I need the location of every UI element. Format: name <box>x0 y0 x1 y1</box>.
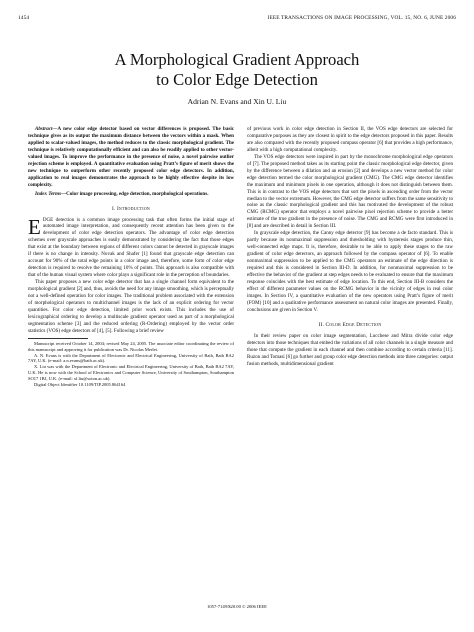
intro-paragraph-2: This paper proposes a new color edge detector that has a single channel form equivalent to the morphological gradient [2] and, thus, avoids the need for any image smoothing, which is perceptually not a well-defined operation for color images. The traditional problem associated with the extension of morphological operators to multichannel images is the lack of an explicit ordering for vector quantities. For color edge detection, limited prior work exists. This includes the use of lexicographical ordering to develop a multiscale gradient operator used as part of a morphological segmentation scheme [3] and the reduced ordering (R-Ordering) employed by the vector order statistics (VOS) edge detectors of [4], [5]. Following a brief review <box>28 279 234 334</box>
section-name: Introduction <box>116 205 151 212</box>
section-heading-introduction <box>28 205 234 213</box>
copyright-code: 1057-7149/$20.00 © 2006 IEEE <box>207 604 267 609</box>
page-number: 1454 <box>18 15 30 21</box>
running-head <box>18 14 456 23</box>
journal-reference: IEEE TRANSACTIONS ON IMAGE PROCESSING, VOL. 15, NO. 6, JUNE 2006 <box>267 15 456 21</box>
index-terms <box>28 191 234 198</box>
section-numeral: II. <box>318 321 326 328</box>
section-heading-color-edge-detection <box>247 321 453 329</box>
right-paragraph-1: of previous work in color edge detection in Section II, the VOS edge detectors are selected for comparative purposes as they are closest in spirit to the edge detectors proposed in this paper. Results are also compared with the recently proposed compass operator [6] that provides a high performance, albeit with a high computational complexity. <box>247 126 453 153</box>
drop-cap: E <box>28 214 41 239</box>
intro-paragraph-1-text: DGE detection is a common image processing task that often forms the initial stage of automated image interpretation, and consequently recent attention has been given to the development of color edge detection operators. The advantage of color edge detection schemes over grayscale approaches is easily demonstrated by considering the fact that those edges that exist at the boundary between regions of different colors cannot be detected in grayscale images if there is no change in intensity. Novak and Shafer [1] found that grayscale edge detection can account for 90% of the total edge points in a color image and, therefore, some form of color edge detection is required to resolve the remaining 10% of points. This approach is also compatible with that of the human visual system where color plays a significant role in the perception of boundaries. <box>28 216 234 279</box>
index-terms-text: Color image processing, edge detection, morphological operations. <box>66 190 209 197</box>
footnote-manuscript: Manuscript received October 14, 2004; revised May 24, 2005. The associate editor coordinating the review of this manuscript and approving it for publication was Dr. Nicolas Merlet. <box>28 340 234 352</box>
section-numeral: I. <box>111 205 117 212</box>
footnote-author-liu: X. Liu was with the Department of Electronic and Electrical Engineering, University of Bath, Bath BA2 7AY, U.K. He is now with the School of Electronics and Computer Science, University of Southampton, Southampton SO17 1BJ, U.K. (e-mail: xl.liu@soton.ac.uk). <box>28 364 234 382</box>
footnote-divider <box>28 338 88 339</box>
paper-title <box>0 50 474 90</box>
author-list: Adrian N. Evans and Xin U. Liu <box>187 97 287 106</box>
right-paragraph-2: The VOS edge detectors were inspired in part by the monochrome morphological edge operators of [7]. The proposed method takes as its starting point the classic morphological edge detector, given by the difference between a dilation and an erosion [2] and develops a new vector method for color edge detection termed the color morphological gradient (CMG). The CMG edge detector identifies the maximum and minimum pixels in one operation, although it does not distinguish between them. This is in contrast to the VOS edge detectors that sort the pixels in ascending order from the vector median to the vector extremum. However, the CMG edge detector suffers from the same sensitivity to noise as the classic morphological gradient and this has motivated the development of the robust CMG (RCMG) operator that employs a novel pairwise pixel rejection scheme to provide a better estimate of the true gradient in the presence of noise. The CMG and RCMG were first introduced in [8] and are described in detail in Section III. <box>247 153 453 230</box>
footnote-doi: Digital Object Identifier 10.1109/TIP.2005.864164 <box>34 382 126 388</box>
right-paragraph-3: In grayscale edge detection, the Canny edge detector [9] has become a de facto standard. This is partly because its nonmaximal suppression and thresholding with hysteresis stages produce thin, well-connected edge maps. It is, therefore, desirable to be able to apply these stages to the raw gradient of color edge detectors, an approach followed by the compass operator of [6]. To enable nonmaximal suppression to be applied to the CMG operators an estimate of the edge direction is required and this is considered in Section III-D. In addition, for nonmaximal suppression to be effective the behavior of the gradient at step edges needs to be evaluated to ensure that the maximum response coincides with the best estimate of edge location. To this end, Section III-B considers the effect of different parameter values on the RCMG behavior in the vicinity of edges in real color images. In Section IV, a quantitative evaluation of the new operators using Pratt’s figure of merit (FOM) [10] and a qualitative performance assessment on natural color images are presented. Finally, conclusions are given in Section V. <box>247 230 453 313</box>
left-column <box>28 126 234 388</box>
title-line-2: to Color Edge Detection <box>156 70 318 89</box>
abstract-lead: Abstract— <box>35 126 58 132</box>
footnote-author-evans: A. N. Evans is with the Department of Electronic and Electrical Engineering, University of Bath, Bath BA2 7AY, U.K. (e-mail: a.n.evans@bath.ac.uk). <box>28 352 234 364</box>
index-terms-lead: Index Terms— <box>35 190 67 197</box>
right-paragraph-4: In their review paper on color image segmentation, Lucchese and Mitra divide color edge detectors into those techniques that embed the variations of all color channels in a single measure and those that compute the gradient in each channel and then combine according to certain criteria [11]. Ruzon and Tomasi [6] go further and group color edge detection methods into three categories: output fusion methods, multidimensional gradient <box>247 332 453 367</box>
intro-paragraph-1 <box>28 214 234 280</box>
right-column <box>247 126 453 368</box>
abstract <box>28 126 234 189</box>
abstract-text: A new color edge detector based on vector differences is proposed. The basic technique gives as its output the maximum distance between the vectors within a mask. When applied to scalar-valued images, the method reduces to the classic morphological gradient. The technique is relatively computationally efficient and can also be readily applied to other vector-valued images. To improve the performance in the presence of noise, a novel pairwise outlier rejection scheme is employed. A quantitative evaluation using Pratt’s figure of merit shows the new technique to outperform other recently proposed color edge detectors. In addition, application to real images demonstrates the approach to be highly effective despite its low complexity. <box>28 126 234 188</box>
section-name: Color Edge Detection <box>325 321 382 328</box>
title-line-1: A Morphological Gradient Approach <box>114 50 360 69</box>
